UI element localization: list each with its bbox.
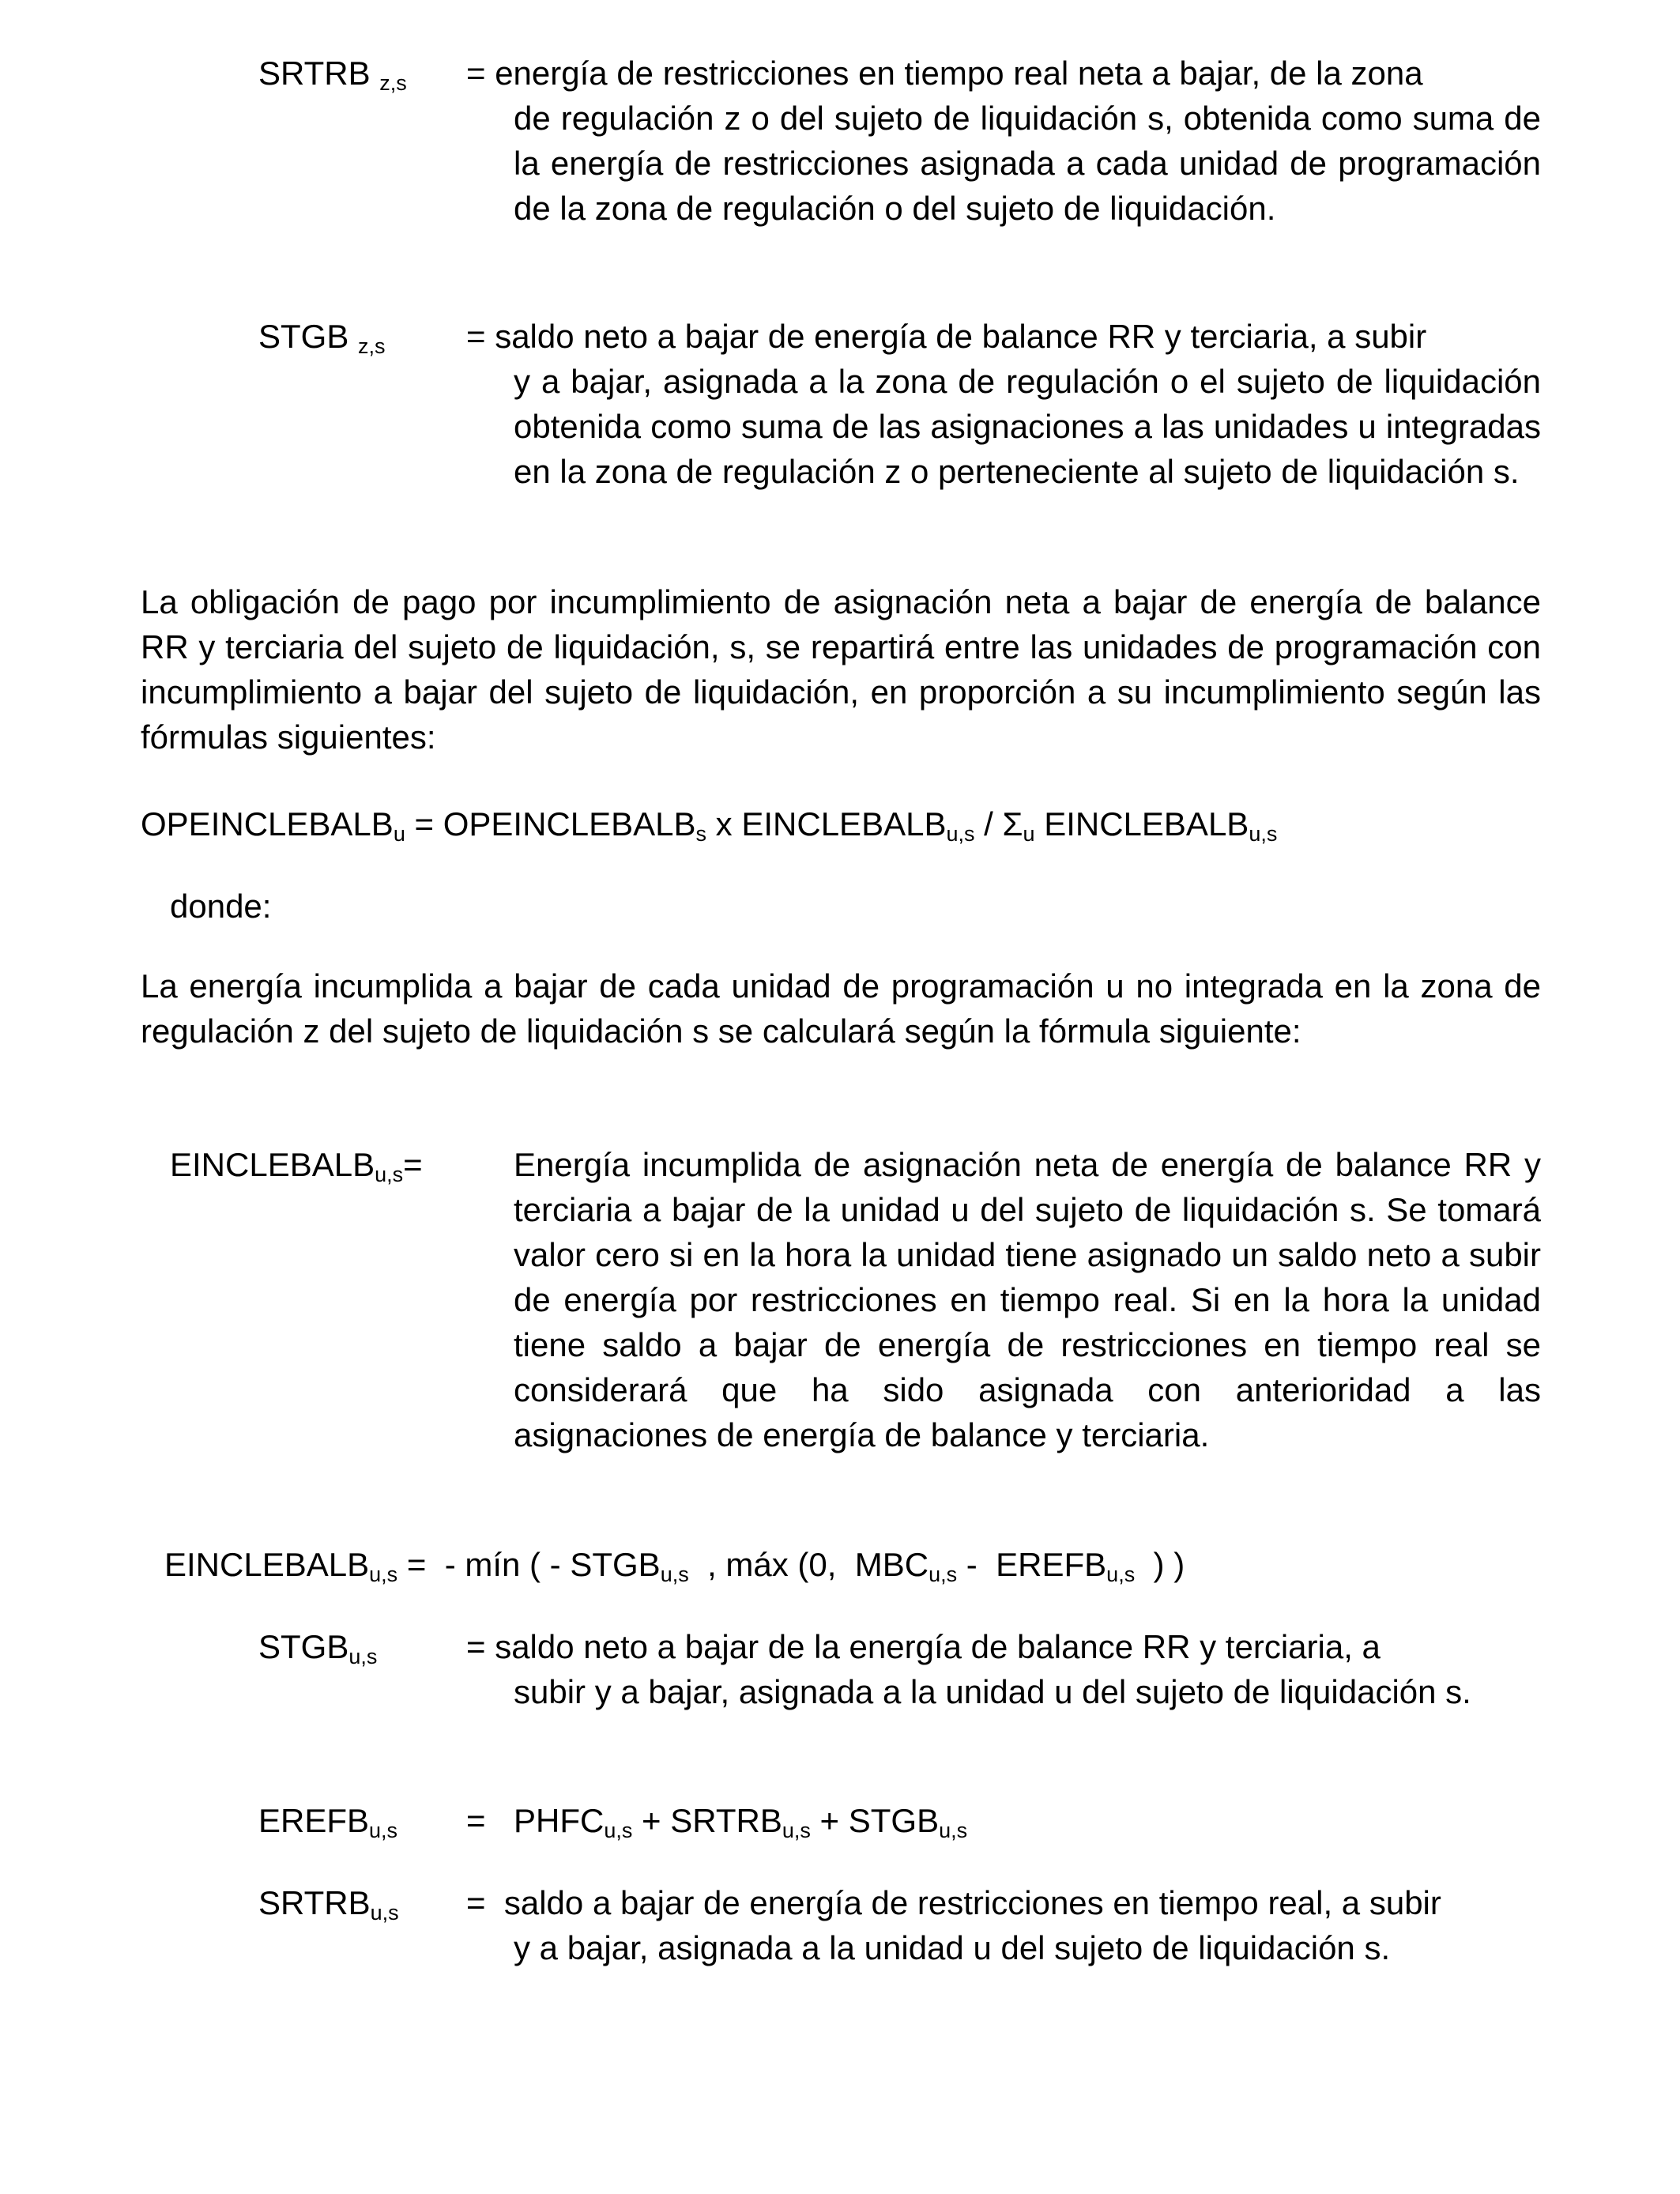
paragraph-obligacion-pago: La obligación de pago por incumplimiento de asignación neta a bajar de energía de balance RR y terciaria del sujeto de liquidación, s, se repartirá entre las unidades de programación con incumplimiento a bajar del sujeto de liquidación, en proporción a su incumplimiento según las fórmulas siguientes:: [141, 583, 1541, 756]
def-stgb-zs-first-line: = saldo neto a bajar de energía de balance RR y terciaria, a subir: [466, 318, 1427, 355]
def-srtrb-us-text: y a bajar, asignada a la unidad u del sujeto de liquidación s.: [514, 1929, 1391, 1966]
def-srtrb-zs-text: de regulación z o del sujeto de liquidación s, obtenida como suma de la energía de restricciones asignada a cada unidad de programación de la zona de regulación o del sujeto de liquidación.: [514, 100, 1541, 227]
donde-label: donde:: [170, 888, 272, 925]
def-srtrb-us-first-line: = saldo a bajar de energía de restricciones en tiempo real, a subir: [466, 1884, 1441, 1921]
formula-einclebalb: $EINCLEBALB_{u,s}$ = - mín ( - $STGB_{u,s}$ , máx (0, $MBC_{u,s}$ - $EREFB_{u,s}$ ) ): [164, 1546, 1185, 1586]
def-srtrb-zs-first-line: = energía de restricciones en tiempo real neta a bajar, de la zona: [466, 55, 1423, 92]
def-stgb-zs-text: y a bajar, asignada a la zona de regulación o el sujeto de liquidación obtenida como suma de las asignaciones a las unidades u integradas en la zona de regulación z o perteneciente al sujeto de liquidación s.: [514, 363, 1541, 490]
def-stgb-us-first-line: = saldo neto a bajar de la energía de balance RR y terciaria, a: [466, 1628, 1381, 1665]
paragraph-energia-incumplida: La energía incumplida a bajar de cada unidad de programación u no integrada en la zona de regulación z del sujeto de liquidación s se calculará según la fórmula siguiente:: [141, 967, 1541, 1050]
symbol-einclebalb-us: $EINCLEBALB_{u,s}=$: [170, 1146, 423, 1186]
erefb-equals: =: [466, 1802, 486, 1839]
symbol-srtrb-zs: SRTRB $_{z,s}$: [258, 55, 407, 95]
symbol-srtrb-us: $SRTRB_{u,s}$: [258, 1884, 399, 1924]
formula-opeinclebalb: $OPEINCLEBALB_u$ = $OPEINCLEBALB_s$ x $EINCLEBALB_{u,s} / \Sigma_u$ $EINCLEBALB_{u,s}$: [141, 805, 1278, 846]
erefb-expression: $PHFC_{u,s}$ + $SRTRB_{u,s}$ + $STGB_{u,s}$: [514, 1802, 968, 1842]
symbol-stgb-zs: STGB $_{z,s}$: [258, 318, 386, 358]
def-einclebalb-text: Energía incumplida de asignación neta de energía de balance RR y terciaria a bajar de la unidad u del sujeto de liquidación s. Se tomará valor cero si en la hora la unidad tiene asignado un saldo neto a subir de energía por restricciones en tiempo real. Si en la hora la unidad tiene saldo a bajar de energía de restricciones en tiempo real se considerará que ha sido asignada con anterioridad a las asignaciones de energía de balance y terciaria.: [514, 1146, 1541, 1453]
symbol-erefb-us: $EREFB_{u,s}$: [258, 1802, 398, 1842]
def-stgb-us-text: subir y a bajar, asignada a la unidad u del sujeto de liquidación s.: [514, 1673, 1471, 1710]
symbol-stgb-us: $STGB_{u,s}$: [258, 1628, 378, 1668]
